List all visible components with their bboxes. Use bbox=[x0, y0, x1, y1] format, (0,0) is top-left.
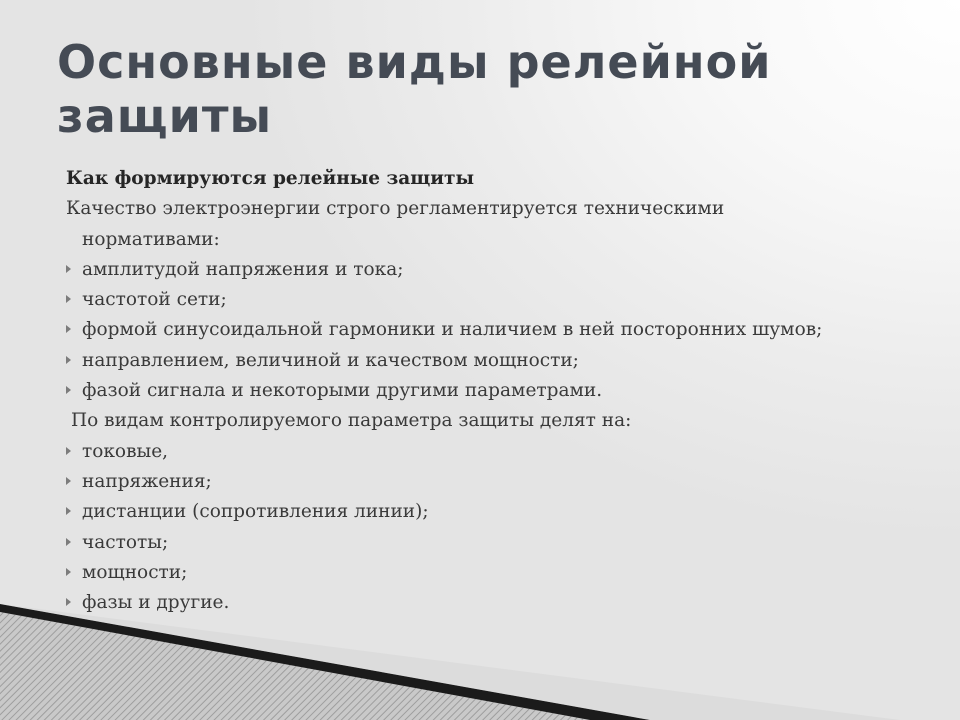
section-heading: Как формируются релейные защиты bbox=[66, 168, 475, 189]
list-item bbox=[66, 588, 936, 618]
list-item-text: амплитудой напряжения и тока; bbox=[82, 258, 404, 280]
list-item-text: фазы и другие. bbox=[82, 592, 230, 614]
list-item bbox=[66, 255, 936, 285]
intro-text: Качество электроэнергии строго регламентируется техническими bbox=[66, 198, 725, 220]
triangle-bullet-icon bbox=[66, 325, 71, 333]
slide-content bbox=[66, 164, 936, 618]
triangle-bullet-icon bbox=[66, 507, 71, 515]
triangle-bullet-icon bbox=[66, 598, 71, 606]
triangle-bullet-icon bbox=[66, 356, 71, 364]
intro-text-continuation: нормативами: bbox=[82, 228, 220, 250]
list-item bbox=[66, 285, 936, 315]
list-item-text: частотой сети; bbox=[82, 289, 227, 311]
triangle-bullet-icon bbox=[66, 386, 71, 394]
list-item-text: напряжения; bbox=[82, 470, 212, 492]
list-item-text: направлением, величиной и качеством мощности; bbox=[82, 349, 579, 371]
list-item bbox=[66, 528, 936, 558]
triangle-bullet-icon bbox=[66, 477, 71, 485]
list-item bbox=[66, 315, 936, 345]
triangle-bullet-icon bbox=[66, 295, 71, 303]
list-item bbox=[66, 558, 936, 588]
list-item-text: токовые, bbox=[82, 440, 169, 462]
types-intro-text: По видам контролируемого параметра защиты делят на: bbox=[71, 410, 632, 432]
list-item bbox=[66, 346, 936, 376]
list-item bbox=[66, 467, 936, 497]
list-item-text: фазой сигнала и некоторыми другими параметрами. bbox=[82, 380, 603, 402]
list-item-text: мощности; bbox=[82, 561, 188, 583]
list-item-text: дистанции (сопротивления линии); bbox=[82, 501, 429, 523]
triangle-bullet-icon bbox=[66, 265, 71, 273]
triangle-bullet-icon bbox=[66, 538, 71, 546]
list-item-text: частоты; bbox=[82, 531, 169, 553]
list-item bbox=[66, 437, 936, 467]
slide-title: Основные виды релейной защиты bbox=[57, 35, 772, 143]
list-item bbox=[66, 497, 936, 527]
triangle-bullet-icon bbox=[66, 447, 71, 455]
triangle-bullet-icon bbox=[66, 568, 71, 576]
list-item bbox=[66, 376, 936, 406]
list-item-text: формой синусоидальной гармоники и наличием в ней посторонних шумов; bbox=[82, 319, 823, 341]
